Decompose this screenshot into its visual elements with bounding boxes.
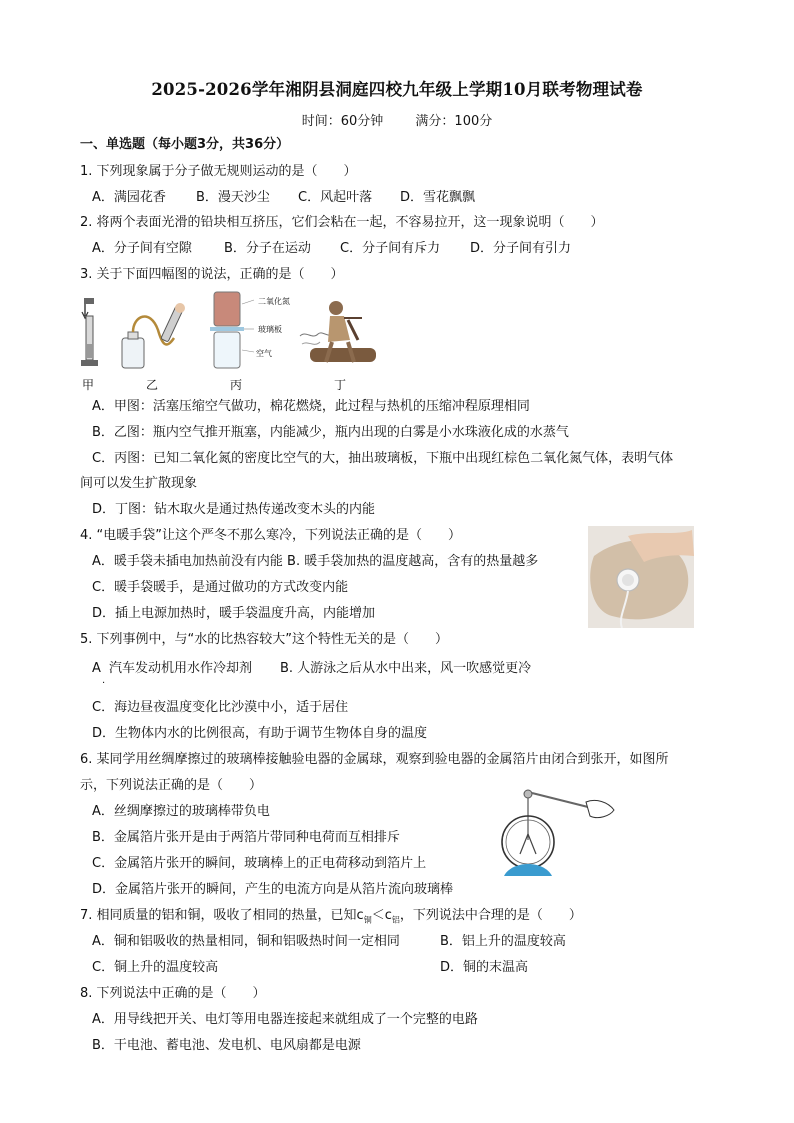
section-title: 一、单选题（每小题3分，共36分） bbox=[80, 137, 290, 152]
q8-option-a: A．用导线把开关、电灯等用电器连接起来就组成了一个完整的电路 bbox=[92, 1012, 478, 1027]
q1-stem: 1. 下列现象属于分子做无规则运动的是（ ） bbox=[80, 164, 357, 179]
q3-option-c: C．丙图：已知二氧化氮的密度比空气的大，抽出玻璃板，下瓶中出现红棕色二氧化氮气体，表明气体 bbox=[92, 451, 674, 466]
q2-option-b: B．分子在运动 bbox=[224, 241, 311, 256]
exam-title: 2025-2026学年湘阴县洞庭四校九年级上学期10月联考物理试卷 bbox=[151, 80, 643, 99]
q7-sub-copper: 铜 bbox=[363, 915, 372, 925]
figure-caption-ding: 丁 bbox=[334, 378, 347, 392]
q7-stem-pre: 7. 相同质量的铝和铜，吸收了相同的热量，已知c bbox=[80, 908, 364, 923]
figure-label-no2: 二氧化氮 bbox=[258, 297, 290, 306]
q2-option-d: D．分子间有引力 bbox=[470, 241, 572, 256]
q7-stem-lt: ＜c bbox=[371, 908, 392, 923]
q4-option-d: D．插上电源加热时，暖手袋温度升高，内能增加 bbox=[92, 606, 376, 621]
q2-option-a: A．分子间有空隙 bbox=[92, 241, 192, 256]
figure-hand-warmer-photo bbox=[588, 526, 694, 628]
q5-option-d: D．生物体内水的比例很高，有助于调节生物体自身的温度 bbox=[92, 726, 428, 741]
q4-stem: 4. “电暖手袋”让这个严冬不那么寒冷，下列说法正确的是（ ） bbox=[80, 528, 462, 543]
q7-stem bbox=[80, 907, 582, 930]
figure-yi-bottle-pump bbox=[118, 300, 188, 372]
q4-option-c: C．暖手袋暖手，是通过做功的方式改变内能 bbox=[92, 580, 349, 595]
q7-option-b: B．铝上升的温度较高 bbox=[440, 934, 566, 949]
figure-label-glass: 玻璃板 bbox=[258, 325, 282, 334]
q1-option-b: B．漫天沙尘 bbox=[196, 190, 270, 205]
figure-jia-compression-tube bbox=[78, 294, 102, 374]
exam-score: 满分：100分 bbox=[415, 114, 493, 129]
q3-option-c-cont: 间可以发生扩散现象 bbox=[80, 476, 198, 491]
q5-option-a: 汽车发动机用水作冷却剂 bbox=[109, 661, 253, 676]
q1-option-d: D．雪花飘飘 bbox=[400, 190, 476, 205]
q7-option-a: A．铜和铝吸收的热量相同，铜和铝吸热时间一定相同 bbox=[92, 934, 400, 949]
figure-label-air: 空气 bbox=[256, 349, 272, 358]
q6-stem-cont: 示，下列说法正确的是（ ） bbox=[80, 778, 263, 793]
q1-option-c: C．风起叶落 bbox=[298, 190, 373, 205]
q2-stem: 2. 将两个表面光滑的铅块相互挤压，它们会粘在一起，不容易拉开，这一现象说明（ ） bbox=[80, 215, 604, 230]
q6-stem: 6. 某同学用丝绸摩擦过的玻璃棒接触验电器的金属球，观察到验电器的金属箔片由闭合到张开，如图所 bbox=[80, 752, 669, 767]
q6-option-c: C．金属箔片张开的瞬间，玻璃棒上的正电荷移动到箔片上 bbox=[92, 856, 427, 871]
q2-option-c: C．分子间有斥力 bbox=[340, 241, 441, 256]
q7-stem-post: ，下列说法中合理的是（ ） bbox=[399, 908, 582, 923]
q5-option-c: C．海边昼夜温度变化比沙漠中小，适于居住 bbox=[92, 700, 349, 715]
q3-stem: 3. 关于下面四幅图的说法，正确的是（ ） bbox=[80, 267, 344, 282]
figure-electroscope bbox=[496, 786, 620, 878]
q6-option-d: D．金属箔片张开的瞬间，产生的电流方向是从箔片流向玻璃棒 bbox=[92, 882, 454, 897]
q6-option-b: B．金属箔片张开是由于两箔片带同种电荷而互相排斥 bbox=[92, 830, 400, 845]
q5-stem: 5. 下列事例中，与“水的比热容较大”这个特性无关的是（ ） bbox=[80, 632, 449, 647]
q5-option-b: B. 人游泳之后从水中出来，风一吹感觉更冷 bbox=[280, 661, 532, 676]
q6-option-a: A．丝绸摩擦过的玻璃棒带负电 bbox=[92, 804, 270, 819]
q8-stem: 8. 下列说法中正确的是（ ） bbox=[80, 986, 266, 1001]
q4-option-ab: A．暖手袋未插电加热前没有内能 B. 暖手袋加热的温度越高，含有的热量越多 bbox=[92, 554, 539, 569]
q1-option-a: A．满园花香 bbox=[92, 190, 166, 205]
exam-time: 时间：60分钟 bbox=[301, 114, 384, 129]
figure-caption-jia: 甲 bbox=[82, 378, 95, 392]
q5-option-a-letter: A bbox=[92, 661, 101, 676]
q7-option-d: D．铜的末温高 bbox=[440, 960, 529, 975]
q3-option-b: B．乙图：瓶内空气推开瓶塞，内能减少，瓶内出现的白雾是小水珠液化成的水蒸气 bbox=[92, 425, 569, 440]
q5-dot-mark: . bbox=[102, 675, 106, 686]
q7-option-c: C．铜上升的温度较高 bbox=[92, 960, 219, 975]
figure-ding-drill-fire bbox=[296, 296, 380, 372]
figure-caption-bing: 丙 bbox=[230, 378, 243, 392]
q7-sub-aluminum: 铝 bbox=[391, 915, 400, 925]
q8-option-b: B．干电池、蓄电池、发电机、电风扇都是电源 bbox=[92, 1038, 361, 1053]
exam-meta bbox=[0, 110, 794, 129]
q3-option-d: D．丁图：钻木取火是通过热传递改变木头的内能 bbox=[92, 502, 376, 517]
q3-option-a: A．甲图：活塞压缩空气做功，棉花燃烧，此过程与热机的压缩冲程原理相同 bbox=[92, 399, 530, 414]
figure-caption-yi: 乙 bbox=[146, 378, 159, 392]
